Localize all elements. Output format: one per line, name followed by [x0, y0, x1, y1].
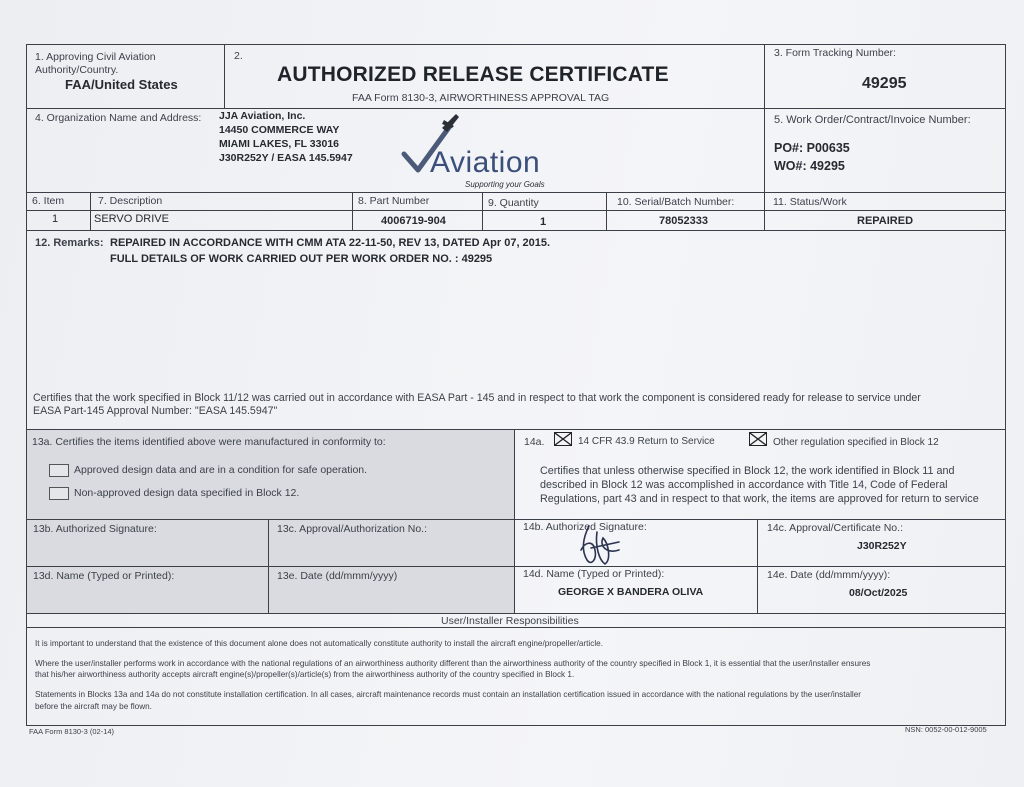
cert-line-3: Regulations, part 43 and in respect to that work, the items are approved for return to service — [540, 493, 979, 505]
responsibilities-p3b: before the aircraft may be flown. — [35, 702, 152, 711]
header-status: 11. Status/Work — [773, 196, 847, 208]
org-approval-line: J30R252Y / EASA 145.5947 — [219, 152, 353, 164]
company-logo — [398, 112, 568, 192]
org-name: JJA Aviation, Inc. — [219, 110, 306, 122]
responsibilities-p2b: that his/her airworthiness authority accepts aircraft engine(s)/propeller(s)/article(s) from the airworthiness authority of the country specified in Block 1. — [35, 670, 575, 679]
cell-status: REPAIRED — [857, 215, 914, 227]
header-part-number: 8. Part Number — [358, 195, 430, 207]
responsibilities-p2a: Where the user/installer performs work in accordance with the national regulations of an airworthiness authority different than the airworthiness authority of the country specified in Block 1, it is essential that the user/installer ensures — [35, 659, 871, 668]
wo-number: WO#: 49295 — [774, 159, 845, 173]
logo-text: Aviation — [430, 146, 541, 179]
block12-label: 12. Remarks: — [35, 237, 104, 249]
block14c-label: 14c. Approval/Certificate No.: — [767, 522, 903, 534]
block5-label: 5. Work Order/Contract/Invoice Number: — [774, 114, 971, 126]
remarks-line-2: FULL DETAILS OF WORK CARRIED OUT PER WORK ORDER NO. : 49295 — [110, 253, 493, 265]
block2-label: 2. — [234, 50, 243, 62]
header-description: 7. Description — [98, 195, 163, 207]
header-item: 6. Item — [32, 195, 65, 207]
org-address-line: 14450 COMMERCE WAY — [219, 124, 340, 136]
form-number-footer: FAA Form 8130-3 (02-14) — [29, 727, 115, 736]
block3-label: 3. Form Tracking Number: — [774, 47, 896, 59]
approved-design-label: Approved design data and are in a condition for safe operation. — [74, 464, 368, 476]
cert-line-2: described in Block 12 was accomplished in accordance with Title 14, Code of Federal — [540, 479, 948, 491]
cell-serial: 78052333 — [659, 215, 708, 227]
handwritten-signature — [575, 520, 635, 570]
x-mark-icon — [750, 433, 766, 445]
approved-design-checkbox[interactable] — [49, 464, 69, 477]
form-subtitle: FAA Form 8130-3, AIRWORTHINESS APPROVAL TAG — [352, 92, 610, 104]
block14a-label: 14a. — [524, 436, 545, 448]
block13c-label: 13c. Approval/Authorization No.: — [277, 523, 428, 535]
block4-label: 4. Organization Name and Address: — [35, 112, 202, 124]
logo-tagline: Supporting your Goals — [465, 180, 545, 189]
non-approved-design-checkbox[interactable] — [49, 487, 69, 500]
non-approved-design-label: Non-approved design data specified in Block 12. — [74, 487, 300, 499]
form-tracking-number: 49295 — [862, 75, 907, 92]
return-to-service-label: 14 CFR 43.9 Return to Service — [578, 436, 715, 447]
remarks-line-1: REPAIRED IN ACCORDANCE WITH CMM ATA 22-11-50, REV 13, DATED Apr 07, 2015. — [110, 237, 551, 249]
return-to-service-checkbox[interactable] — [554, 432, 572, 446]
easa-statement-line-1: Certifies that the work specified in Block 11/12 was carried out in accordance with EASA Part - 145 and in respect to that work the component is considered ready for release to service under — [33, 392, 921, 404]
cell-item: 1 — [52, 213, 59, 225]
responsibilities-p1: It is important to understand that the existence of this document alone does not automatically constitute authority to install the aircraft engine/propeller/article. — [35, 639, 603, 648]
block13a-label: 13a. Certifies the items identified above were manufactured in conformity to: — [32, 436, 386, 448]
cell-description: SERVO DRIVE — [94, 213, 169, 225]
block1-label: 1. Approving Civil Aviation Authority/Country. — [35, 51, 156, 76]
block13d-label: 13d. Name (Typed or Printed): — [33, 570, 175, 582]
block13b-label: 13b. Authorized Signature: — [33, 523, 157, 535]
signer-name: GEORGE X BANDERA OLIVA — [558, 586, 704, 598]
form-title: AUTHORIZED RELEASE CERTIFICATE — [277, 63, 669, 86]
org-city-line: MIAMI LAKES, FL 33016 — [219, 138, 340, 150]
cell-quantity: 1 — [540, 216, 547, 228]
certification-date: 08/Oct/2025 — [849, 587, 908, 599]
nsn-footer: NSN: 0052-00-012-9005 — [905, 725, 987, 734]
cell-part-number: 4006719-904 — [381, 215, 446, 227]
x-mark-icon — [555, 433, 571, 445]
block14e-label: 14e. Date (dd/mmm/yyyy): — [767, 569, 891, 581]
other-regulation-label: Other regulation specified in Block 12 — [773, 437, 939, 448]
cert-line-1: Certifies that unless otherwise specified in Block 12, the work identified in Block 11 and — [540, 465, 955, 477]
block14b-label: 14b. Authorized Signature: — [523, 521, 647, 533]
block13e-label: 13e. Date (dd/mmm/yyyy) — [277, 570, 398, 582]
po-number: PO#: P00635 — [774, 141, 850, 155]
responsibilities-title: User/Installer Responsibilities — [441, 615, 579, 627]
block13-shade — [27, 430, 514, 613]
header-quantity: 9. Quantity — [488, 197, 539, 209]
responsibilities-p3a: Statements in Blocks 13a and 14a do not constitute installation certification. In all cases, aircraft maintenance records must contain an installation certification issued in accordance with the national regulations by the user/installer — [35, 690, 862, 699]
header-serial: 10. Serial/Batch Number: — [617, 196, 735, 208]
block14d-label: 14d. Name (Typed or Printed): — [523, 568, 665, 580]
block1-value: FAA/United States — [65, 77, 178, 92]
certificate-number: J30R252Y — [857, 540, 907, 552]
other-regulation-checkbox[interactable] — [749, 432, 767, 446]
easa-statement-line-2: EASA Part-145 Approval Number: "EASA 145.5947" — [33, 405, 278, 417]
